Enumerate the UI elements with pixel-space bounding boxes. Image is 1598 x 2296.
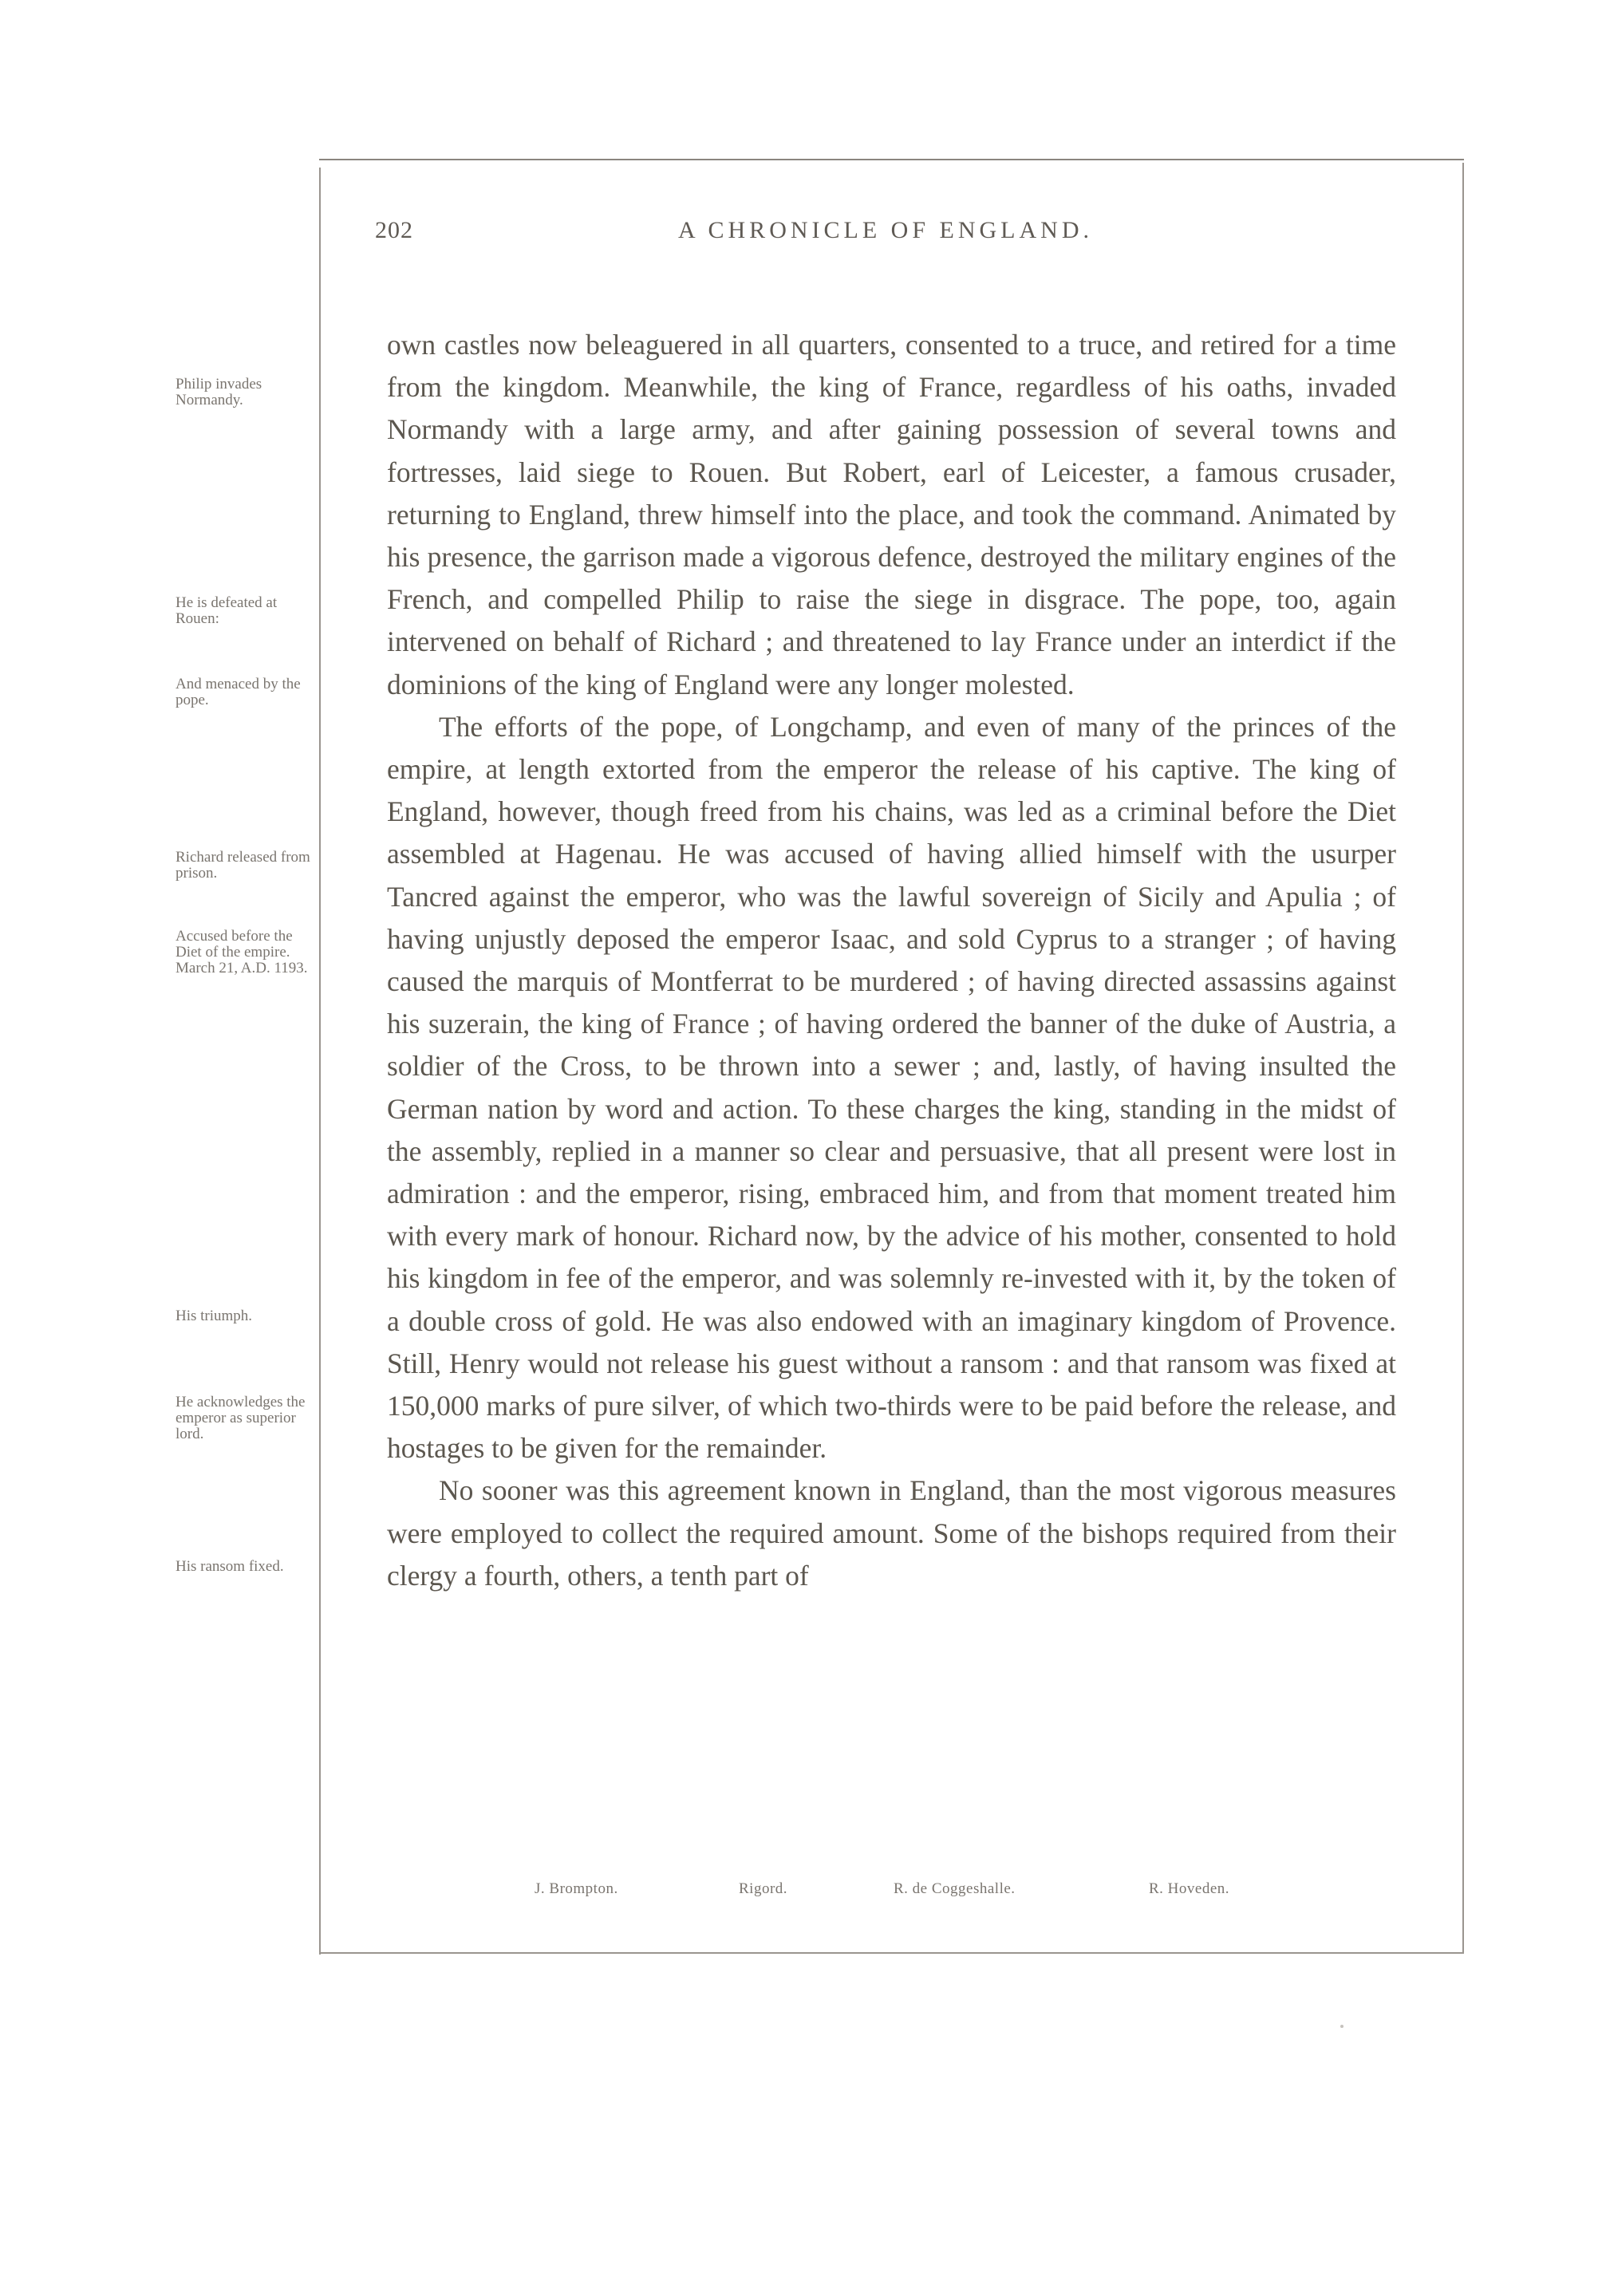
paper-speck [1340,2025,1344,2028]
page-frame-top-rule [319,159,1464,160]
body-paragraph: own castles now beleaguered in all quarters, consented to a truce, and retired for a time from the kingdom. Meanwhile, the king of France, regardless of his oaths, invaded Normandy with a large army, and after gaining possession of several towns and fortresses, laid siege to Rouen. But Robert, earl of Leicester, a famous crusader, returning to England, threw himself into the place, and took the command. Animated by his presence, the garrison made a vigorous defence, destroyed the military engines of the French, and compelled Philip to raise the siege in disgrace. The pope, too, again intervened on behalf of Richard ; and threatened to lay France under an interdict if the dominions of the king of England were any longer molested. [387,329,1396,700]
body-paragraph: No sooner was this agreement known in England, than the most vigorous measures were employed to collect the required amount. Some of the bishops required from their clergy a fourth, others, a tenth part of [387,1474,1396,1592]
footer-reference: J. Brompton. [535,1880,618,1897]
running-title: A CHRONICLE OF ENGLAND. [678,217,1093,243]
running-head [375,217,1396,257]
marginal-note-defeated-rouen: He is defeated at Rouen: [176,594,278,627]
page-frame-bottom-rule [319,1952,1464,1954]
footer-reference: Rigord. [739,1880,788,1897]
marginal-note-philip-invades: Philip invades Normandy. [176,376,262,408]
page-number: 202 [375,217,413,243]
body-paragraph: The efforts of the pope, of Longchamp, and even of many of the princes of the empire, at length extorted from the emperor the release of his captive. The king of England, however, though freed from his chains, was led as a criminal before the Diet assembled at Hagenau. He was accused of having allied himself with the usurper Tancred against the emperor, who was the lawful sovereign of Sicily and Apulia ; of having unjustly deposed the emperor Isaac, and sold Cyprus to a stranger ; of having caused the marquis of Montferrat to be murdered ; of having directed assassins against his suzerain, the king of France ; of having ordered the banner of the duke of Austria, a soldier of the Cross, to be thrown into a sewer ; and, lastly, of having insulted the German nation by word and action. To these charges the king, standing in the midst of the assembly, replied in a manner so clear and persuasive, that all present were lost in admiration : and the emperor, rising, embraced him, and from that moment treated him with every mark of honour. Richard now, by the advice of his mother, consented to hold his kingdom in fee of the emperor, and was solemnly re-invested with it, by the token of a double cross of gold. He was also endowed with an imaginary kingdom of Provence. Still, Henry would not release his guest without a ransom : and that ransom was fixed at 150,000 marks of pure silver, of which two-thirds were to be paid before the release, and hostages to be given for the remainder. [387,710,1396,1465]
footer-reference: R. de Coggeshalle. [894,1880,1016,1897]
marginal-note-ransom-fixed: His ransom fixed. [176,1558,284,1575]
footer-references [375,1880,1396,1904]
marginal-note-richard-released: Richard released from prison. [176,849,310,882]
page-frame-right-rule [1462,163,1464,1954]
marginal-note-his-triumph: His triumph. [176,1308,253,1324]
page-frame-left-rule [319,168,321,1955]
body-text [387,324,1396,1597]
footer-reference: R. Hoveden. [1149,1880,1230,1897]
marginal-note-acknowledges-emperor: He acknowledges the emperor as superior lord. [176,1394,306,1442]
marginal-note-accused-diet: Accused before the Diet of the empire. March 21, A.D. 1193. [176,928,308,976]
marginal-note-menaced-pope: And menaced by the pope. [176,676,301,708]
